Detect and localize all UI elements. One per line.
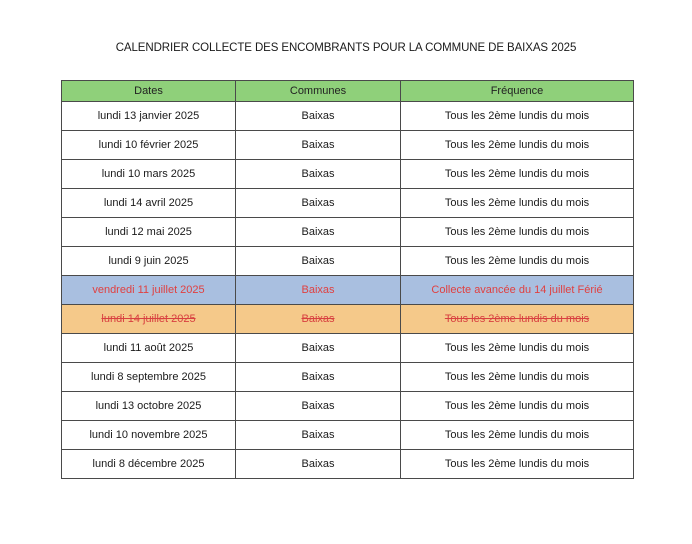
date-cell: lundi 12 mai 2025	[62, 218, 236, 247]
commune-cell: Baixas	[236, 363, 401, 392]
table-row	[62, 421, 634, 450]
table-header-row	[62, 81, 634, 102]
header-dates: Dates	[62, 81, 236, 102]
frequence-cell: Tous les 2ème lundis du mois	[401, 392, 634, 421]
header-communes: Communes	[236, 81, 401, 102]
frequence-cell: Tous les 2ème lundis du mois	[401, 189, 634, 218]
commune-cell: Baixas	[236, 218, 401, 247]
header-frequence: Fréquence	[401, 81, 634, 102]
document-title: CALENDRIER COLLECTE DES ENCOMBRANTS POUR LA COMMUNE DE BAIXAS 2025	[115, 42, 577, 54]
date-cell: lundi 8 septembre 2025	[62, 363, 236, 392]
table-row	[62, 218, 634, 247]
date-cell: vendredi 11 juillet 2025	[62, 276, 236, 305]
table-row	[62, 276, 634, 305]
table-row	[62, 334, 634, 363]
commune-cell: Baixas	[236, 450, 401, 479]
table-row	[62, 189, 634, 218]
frequence-cell: Tous les 2ème lundis du mois	[401, 450, 634, 479]
frequence-cell: Tous les 2ème lundis du mois	[401, 421, 634, 450]
commune-cell: Baixas	[236, 334, 401, 363]
table-row	[62, 247, 634, 276]
commune-cell: Baixas	[236, 102, 401, 131]
date-cell: lundi 8 décembre 2025	[62, 450, 236, 479]
commune-cell: Baixas	[236, 276, 401, 305]
table-row	[62, 392, 634, 421]
commune-cell: Baixas	[236, 421, 401, 450]
frequence-cell: Tous les 2ème lundis du mois	[401, 160, 634, 189]
table-body	[62, 102, 634, 479]
date-cell: lundi 10 février 2025	[62, 131, 236, 160]
date-cell: lundi 14 avril 2025	[62, 189, 236, 218]
table-row	[62, 160, 634, 189]
table-row	[62, 450, 634, 479]
date-cell: lundi 10 novembre 2025	[62, 421, 236, 450]
collection-schedule-table	[61, 80, 634, 479]
table-row	[62, 131, 634, 160]
frequence-cell: Tous les 2ème lundis du mois	[401, 131, 634, 160]
table-row	[62, 305, 634, 334]
table-row	[62, 102, 634, 131]
frequence-cell: Tous les 2ème lundis du mois	[401, 218, 634, 247]
frequence-cell: Tous les 2ème lundis du mois	[401, 363, 634, 392]
frequence-cell: Tous les 2ème lundis du mois	[401, 247, 634, 276]
date-cell: lundi 13 octobre 2025	[62, 392, 236, 421]
commune-cell: Baixas	[236, 189, 401, 218]
commune-cell: Baixas	[236, 305, 401, 334]
date-cell: lundi 11 août 2025	[62, 334, 236, 363]
commune-cell: Baixas	[236, 131, 401, 160]
commune-cell: Baixas	[236, 160, 401, 189]
date-cell: lundi 9 juin 2025	[62, 247, 236, 276]
date-cell: lundi 14 juillet 2025	[62, 305, 236, 334]
frequence-cell: Tous les 2ème lundis du mois	[401, 305, 634, 334]
date-cell: lundi 10 mars 2025	[62, 160, 236, 189]
commune-cell: Baixas	[236, 247, 401, 276]
date-cell: lundi 13 janvier 2025	[62, 102, 236, 131]
frequence-cell: Tous les 2ème lundis du mois	[401, 102, 634, 131]
frequence-cell: Collecte avancée du 14 juillet Férié	[401, 276, 634, 305]
frequence-cell: Tous les 2ème lundis du mois	[401, 334, 634, 363]
commune-cell: Baixas	[236, 392, 401, 421]
table-row	[62, 363, 634, 392]
